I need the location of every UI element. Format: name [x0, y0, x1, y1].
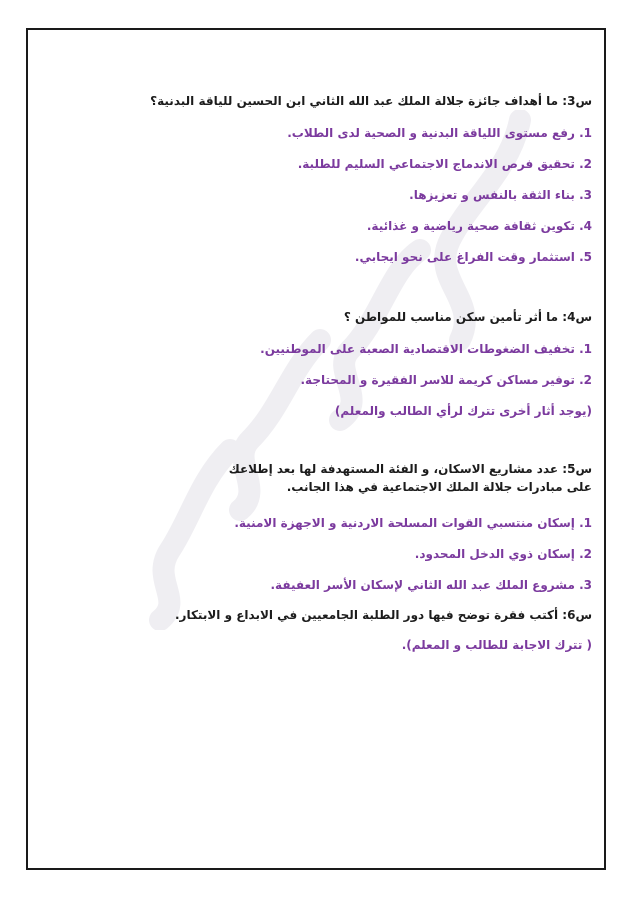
q5-answer-1: 1. إسكان منتسبي القوات المسلحة الاردنية و الاجهزة الامنية.	[234, 516, 592, 530]
q3-question: س3: ما أهداف جائزة جلالة الملك عبد الله الثاني ابن الحسين للياقة البدنية؟	[150, 94, 592, 108]
q3-answer-4: 4. تكوين ثقافة صحية رياضية و غذائية.	[366, 219, 592, 233]
q4-note: (يوجد أثار أخرى تترك لرأي الطالب والمعلم)	[334, 404, 592, 418]
q3-answer-1: 1. رفع مستوى اللياقة البدنية و الصحية لدى الطلاب.	[287, 126, 592, 140]
q3-answer-3: 3. بناء الثقة بالنفس و تعزيزها.	[409, 188, 592, 202]
q3-answer-2: 2. تحقيق فرص الاندماج الاجتماعي السليم للطلبة.	[297, 157, 592, 171]
q4-answer-1: 1. تخفيف الضغوطات الاقتصادية الصعبة على الموطنيين.	[260, 342, 592, 356]
q4-question: س4: ما أثر تأمين سكن مناسب للمواطن ؟	[343, 310, 592, 324]
q6-question: س6: أكتب فقرة توضح فيها دور الطلبة الجامعيين في الابداع و الابتكار.	[174, 608, 592, 622]
q6-note: ( تترك الاجابة للطالب و المعلم).	[401, 638, 592, 652]
q4-answer-2: 2. توفير مساكن كريمة للاسر الفقيرة و المحتاجة.	[300, 373, 592, 387]
q5-question: س5: عدد مشاريع الاسكان، و الفئة المستهدفة لها بعد إطلاعك على مبادرات جلالة الملك الاجتماعية في هذا الجانب.	[228, 462, 592, 494]
q5-answer-2: 2. إسكان ذوي الدخل المحدود.	[414, 547, 592, 561]
q5-answer-3: 3. مشروع الملك عبد الله الثاني لإسكان الأسر العفيفة.	[270, 578, 592, 592]
q3-answer-5: 5. استثمار وقت الفراغ على نحو ايجابي.	[354, 250, 592, 264]
